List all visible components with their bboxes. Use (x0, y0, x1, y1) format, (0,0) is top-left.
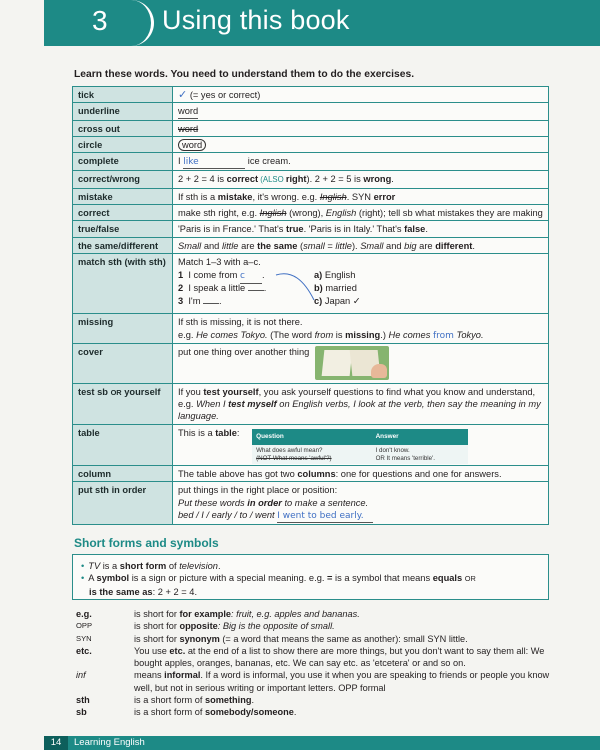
match-left-3: 3 I'm . (178, 296, 222, 307)
short-forms-heading: Short forms and symbols (74, 536, 219, 550)
page-footer (44, 736, 600, 750)
match-left-2: 2 I speak a little . (178, 283, 267, 294)
list-item: inf means informal. If a word is informal, you use it when you are speaking to friends or people you know well, but not in serious writing or important letters. OPP formal (76, 670, 550, 693)
list-item: SYN is short for synonym (= a word that means the same as another): small SYN little. (76, 633, 468, 644)
table-row (73, 221, 549, 237)
term-cover: cover (73, 343, 173, 383)
term-same-different: the same/different (73, 237, 173, 253)
match-heading: Match 1–3 with a–c. (178, 256, 261, 267)
chapter-title: Using this book (162, 5, 350, 35)
definition-circle: word (173, 136, 549, 152)
table-row (73, 466, 549, 482)
definition-table: This is a table: Question Answer What does awful mean? (NOT What means 'awful'?) I don't know. OR It means 'terrible'. (173, 424, 549, 465)
term-mistake: mistake (73, 188, 173, 204)
term-correct: correct (73, 205, 173, 221)
table-row (73, 120, 549, 136)
table-row (73, 87, 549, 103)
term-underline: underline (73, 103, 173, 120)
abbreviation-list (76, 608, 554, 719)
match-line-icon (274, 270, 316, 304)
table-row (73, 343, 549, 383)
list-item-continued: is the same as: 2 + 2 = 4. (89, 586, 198, 597)
table-row (73, 188, 549, 204)
definition-mistake: If sth is a mistake, it's wrong. e.g. Inglish. SYN error (173, 188, 549, 204)
definition-true-false: 'Paris is in France.' That's true. 'Paris is in Italy.' That's false. (173, 221, 549, 237)
example-table-cell: What does awful mean? (NOT What means 'awful'?) (252, 445, 371, 464)
table-row (73, 103, 549, 120)
term-correct-wrong: correct/wrong (73, 171, 173, 188)
term-test: test sb OR yourself (73, 383, 173, 424)
definition-missing: If sth is missing, it is not there. e.g. He comes Tokyo. (The word from is missing.) He comes from Tokyo. (173, 314, 549, 344)
bullet-icon: • (81, 561, 85, 571)
table-row (73, 205, 549, 221)
intro-instruction: Learn these words. You need to understand them to do the exercises. (74, 69, 415, 80)
term-put-in-order: put sth in order (73, 482, 173, 525)
definition-underline: word (173, 103, 549, 120)
definition-complete: I like ice cream. (173, 153, 549, 171)
match-left-1: 1 I come from c . (178, 269, 265, 283)
term-match: match sth (with sth) (73, 253, 173, 313)
bullet-icon: • (81, 573, 85, 584)
term-missing: missing (73, 314, 173, 344)
table-row (73, 424, 549, 465)
list-item: sb is a short form of somebody/someone. (76, 707, 297, 718)
example-table-col-answer: Answer (372, 429, 469, 445)
table-row (73, 314, 549, 344)
term-true-false: true/false (73, 221, 173, 237)
table-row (73, 153, 549, 171)
book-cover-illustration (315, 346, 389, 380)
match-right-b: b) married (314, 283, 357, 294)
term-column: column (73, 466, 173, 482)
list-item: e.g. is short for for example: fruit, e.g. apples and bananas. (76, 609, 360, 619)
match-right-c: c) Japan ✓ (314, 296, 361, 307)
table-row (73, 237, 549, 253)
term-cross-out: cross out (73, 120, 173, 136)
example-table-cell: I don't know. OR It means 'terrible'. (372, 445, 469, 464)
table-row (73, 482, 549, 525)
definition-put-in-order: put things in the right place or position: Put these words in order to make a sentence. bed / I / early / to / went I went to bed early. (173, 482, 549, 525)
table-row (73, 253, 549, 313)
list-item: • A symbol is a sign or picture with a special meaning. e.g. = is a symbol that means equals OR (81, 573, 476, 584)
page-number: 14 (44, 736, 68, 750)
term-circle: circle (73, 136, 173, 152)
table-row (73, 136, 549, 152)
chapter-header (44, 0, 600, 46)
definition-test: If you test yourself, you ask yourself questions to find what you know and understand, e.g. When I test myself on English verbs, I look at the verb, then say the meaning in my language. (173, 383, 549, 424)
definition-cover: put one thing over another thing (173, 343, 549, 383)
definition-column: The table above has got two columns: one for questions and one for answers. (173, 466, 549, 482)
table-row (73, 171, 549, 188)
definition-match (173, 253, 549, 313)
definition-correct: make sth right, e.g. Inglish (wrong), English (right); tell sb what mistakes they are making (173, 205, 549, 221)
list-item: • TV is a short form of television. (81, 561, 221, 571)
definition-cross-out: word (173, 120, 549, 136)
list-item: OPP is short for opposite: Big is the opposite of small. (76, 621, 335, 632)
example-table (252, 429, 468, 464)
term-complete: complete (73, 153, 173, 171)
definition-correct-wrong: 2 + 2 = 4 is correct (ALSO right). 2 + 2 = 5 is wrong. (173, 171, 549, 188)
list-item: etc. You use etc. at the end of a list to show there are more things, but you don't want to say them all: We bought apples, oranges, bananas, etc. We can say etc. as 'etcetera' or and so on. (76, 645, 545, 669)
list-item: sth is a short form of something. (76, 695, 254, 706)
definition-same-different: Small and little are the same (small = little). Small and big are different. (173, 237, 549, 253)
term-table: table (73, 424, 173, 465)
chapter-number: 3 (92, 5, 108, 36)
definition-tick: ✓ (= yes or correct) (173, 87, 549, 103)
short-forms-box (72, 554, 549, 600)
footer-label: Learning English (74, 737, 145, 748)
vocab-table (72, 86, 549, 525)
term-tick: tick (73, 87, 173, 103)
match-exercise (178, 268, 543, 312)
example-table-col-question: Question (252, 429, 371, 445)
tick-icon: ✓ (178, 89, 188, 101)
table-row (73, 383, 549, 424)
match-right-a: a) English (314, 270, 356, 281)
header-arc-decoration (128, 0, 154, 46)
